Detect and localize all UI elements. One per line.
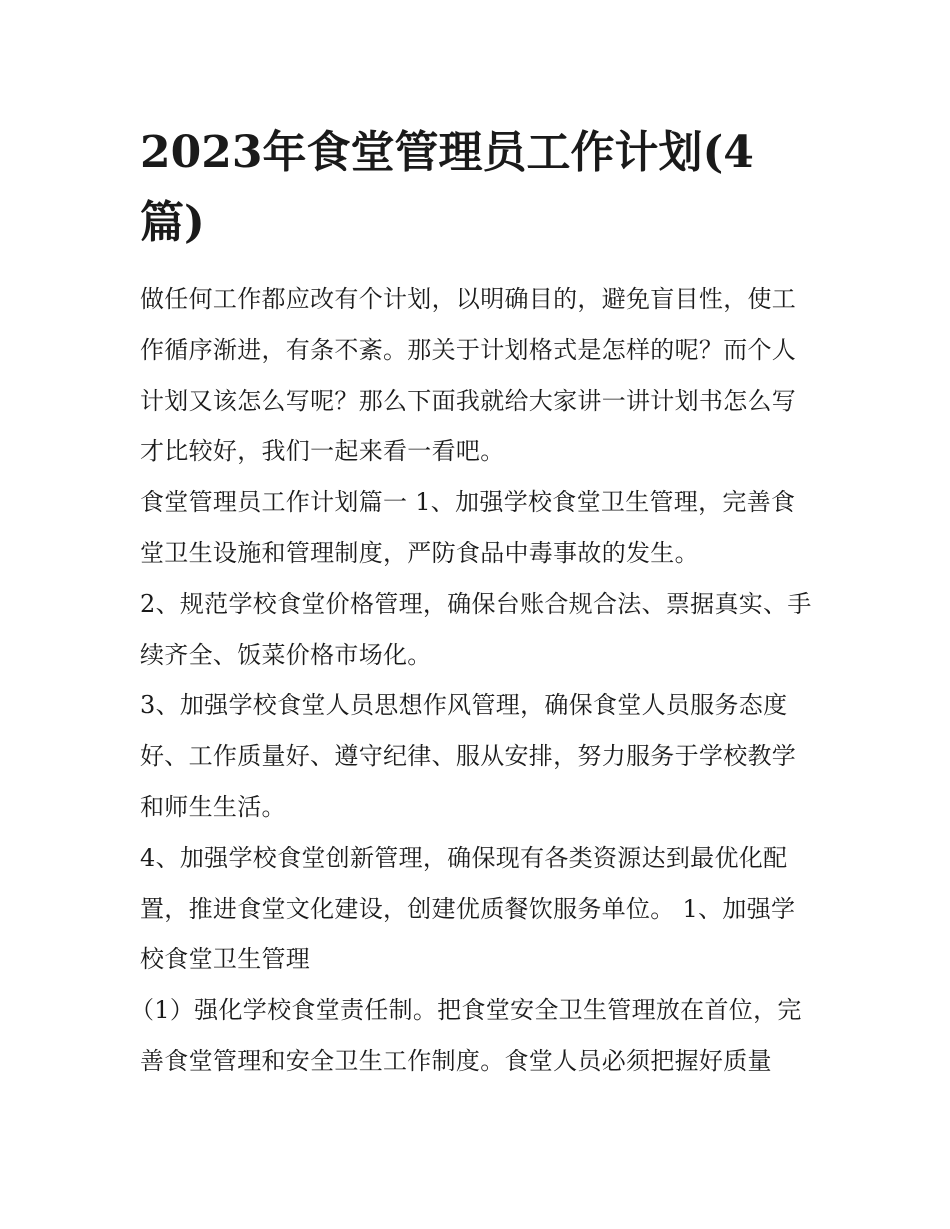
paragraph-item-4: 4、加强学校食堂创新管理，确保现有各类资源达到最优化配置，推进食堂文化建设，创建优质餐饮服务单位。 1、加强学校食堂卫生管理 — [140, 843, 796, 974]
paragraph-item-3: 3、加强学校食堂人员思想作风管理，确保食堂人员服务态度好、工作质量好、遵守纪律、服从安排，努力服务于学校教学和师生生活。 — [140, 691, 797, 821]
paragraph-section-one: 食堂管理员工作计划篇一 1、加强学校食堂卫生管理，完善食堂卫生设施和管理制度，严防食品中毒事故的发生。 — [140, 488, 796, 567]
paragraph-subitem-1: （1）强化学校食堂责任制。把食堂安全卫生管理放在首位，完善食堂管理和安全卫生工作制度。食堂人员必须把握好质量 — [130, 996, 802, 1075]
paragraph-item-2: 2、规范学校食堂价格管理，确保台账合规合法、票据真实、手续齐全、饭菜价格市场化。 — [140, 589, 812, 669]
document-body — [130, 118, 816, 1087]
document-title: 2023年食堂管理员工作计划(4篇) — [140, 127, 754, 248]
intro-paragraph: 做任何工作都应改有个计划，以明确目的，避免盲目性，使工作循序渐进，有条不紊。那关于计划格式是怎样的呢？而个人计划又该怎么写呢？那么下面我就给大家讲一讲计划书怎么写才比较好，我们一起来看一看吧。 — [140, 285, 797, 466]
